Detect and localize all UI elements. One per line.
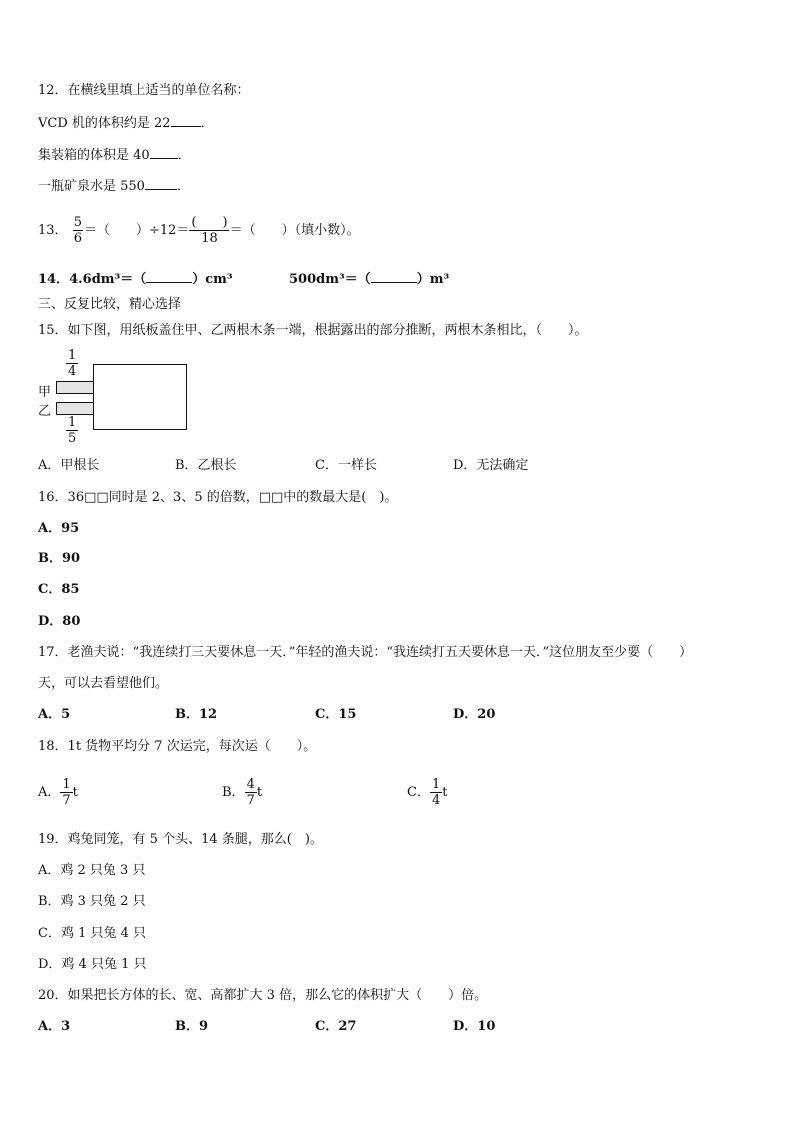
q12-stem: 12．在横线里填上适当的单位名称： xyxy=(38,83,250,98)
q13-fraction-blank-18[interactable] xyxy=(189,215,229,246)
figure-fraction-1-4 xyxy=(66,348,78,379)
option-c[interactable]: C．27 xyxy=(315,1019,357,1034)
fraction-numerator-blank[interactable]: ( ) xyxy=(191,215,228,230)
option-a-unit: t xyxy=(72,785,78,800)
fraction-denominator: 7 xyxy=(246,793,255,808)
option-b[interactable]: B．鸡 3 只兔 2 只 xyxy=(38,894,146,909)
option-c[interactable]: C．85 xyxy=(38,582,80,597)
option-a[interactable]: A．甲根长 xyxy=(38,458,100,473)
option-b[interactable]: B．90 xyxy=(38,551,81,566)
option-a[interactable] xyxy=(38,774,78,812)
option-d[interactable]: D．鸡 4 只兔 1 只 xyxy=(38,957,147,972)
answer-blank[interactable] xyxy=(145,177,177,190)
option-b[interactable] xyxy=(222,774,262,812)
option-c-label: C． xyxy=(407,785,430,800)
label-yi: 乙 xyxy=(38,404,52,419)
fraction-denominator: 4 xyxy=(68,364,77,379)
fraction-1-4 xyxy=(430,777,442,808)
option-a[interactable]: A．鸡 2 只兔 3 只 xyxy=(38,863,146,878)
stick-yi xyxy=(56,402,96,415)
q12-line3-text: 一瓶矿泉水是 550 xyxy=(38,179,145,194)
q12-line1-text: VCD 机的体积约是 22 xyxy=(38,116,171,131)
option-d[interactable]: D．20 xyxy=(453,707,496,722)
q12-line1 xyxy=(38,114,214,133)
fraction-numerator: 1 xyxy=(68,348,77,363)
q17-stem-cont: 天，可以去看望他们。 xyxy=(38,676,169,691)
fraction-numerator: 1 xyxy=(62,777,71,792)
q14-part-a xyxy=(38,270,233,289)
answer-blank[interactable] xyxy=(371,270,417,283)
q13-number: 13． xyxy=(38,223,68,238)
option-a[interactable]: A．3 xyxy=(38,1019,71,1034)
figure-fraction-1-5 xyxy=(66,415,78,446)
q19-stem: 19．鸡兔同笼，有 5 个头、14 条腿，那么( )。 xyxy=(38,832,323,847)
q12-line1-end: ． xyxy=(200,116,214,131)
q14-b-unit: ）m³ xyxy=(416,272,450,287)
q17-stem: 17．老渔夫说：“我连续打三天要休息一天．”年轻的渔夫说：“我连续打五天要休息一天．”这位朋友至少要（ ） xyxy=(38,645,693,660)
fraction-numerator: 5 xyxy=(73,215,82,230)
fraction-1-7 xyxy=(60,777,72,808)
option-a[interactable]: A．5 xyxy=(38,707,71,722)
q12-line2-text: 集装箱的体积是 40 xyxy=(38,148,150,163)
q12-line2 xyxy=(38,146,191,165)
fraction-numerator: 1 xyxy=(431,777,441,792)
section-heading: 三、反复比较，精心选择 xyxy=(38,297,182,312)
stick-jia xyxy=(56,381,96,394)
option-d[interactable]: D．无法确定 xyxy=(453,458,529,473)
option-d[interactable]: D．10 xyxy=(453,1019,496,1034)
fraction-denominator: 4 xyxy=(431,793,441,808)
option-c[interactable]: C．15 xyxy=(315,707,357,722)
q14-b-text: 500dm³＝（ xyxy=(289,272,371,287)
option-c-unit: t xyxy=(442,785,448,800)
q14-part-b xyxy=(289,270,449,289)
option-d[interactable]: D．80 xyxy=(38,614,81,629)
option-b[interactable]: B．乙根长 xyxy=(175,458,237,473)
q13-line xyxy=(38,211,360,251)
fraction-numerator: 4 xyxy=(246,777,255,792)
option-c[interactable]: C．鸡 1 只兔 4 只 xyxy=(38,926,147,941)
fraction-denominator: 5 xyxy=(68,431,77,446)
answer-blank[interactable] xyxy=(146,270,192,283)
option-a-label: A． xyxy=(38,785,61,800)
q14-a-text: 14．4.6dm³＝（ xyxy=(38,272,147,287)
fraction-denominator: 7 xyxy=(62,793,71,808)
option-a[interactable]: A．95 xyxy=(38,521,80,536)
q12-line3 xyxy=(38,177,190,196)
cardboard-cover xyxy=(93,364,187,430)
q16-stem: 16．36□□同时是 2、3、5 的倍数，□□中的数最大是( )。 xyxy=(38,490,398,505)
option-b-unit: t xyxy=(256,785,263,800)
option-b-label: B． xyxy=(222,785,245,800)
q13-fraction-5-6 xyxy=(72,215,84,246)
option-c[interactable] xyxy=(407,774,447,812)
answer-blank[interactable] xyxy=(171,114,201,127)
q20-stem: 20．如果把长方体的长、宽、高都扩大 3 倍，那么它的体积扩大（ ）倍。 xyxy=(38,988,488,1003)
q13-equation-part1: ＝（ ）÷12＝ xyxy=(83,223,190,238)
option-b[interactable]: B．9 xyxy=(175,1019,209,1034)
option-c[interactable]: C．一样长 xyxy=(315,458,377,473)
q15-stem: 15．如下图，用纸板盖住甲、乙两根木条一端，根据露出的部分推断，两根木条相比，（ ）。 xyxy=(38,323,588,338)
q13-equation-part2: ＝（ ）（填小数）。 xyxy=(229,223,360,238)
fraction-4-7 xyxy=(245,777,257,808)
fraction-denominator: 6 xyxy=(73,231,82,246)
label-jia: 甲 xyxy=(38,385,52,400)
q12-line3-end: ． xyxy=(176,179,190,194)
fraction-denominator: 18 xyxy=(201,231,218,246)
answer-blank[interactable] xyxy=(150,146,178,159)
q18-stem: 18．1t 货物平均分 7 次运完，每次运（ ）。 xyxy=(38,739,317,754)
q12-line2-end: ． xyxy=(177,148,191,163)
q14-a-unit: ）cm³ xyxy=(192,272,233,287)
q15-figure xyxy=(36,348,196,448)
fraction-numerator: 1 xyxy=(68,415,77,430)
option-b[interactable]: B．12 xyxy=(175,707,218,722)
